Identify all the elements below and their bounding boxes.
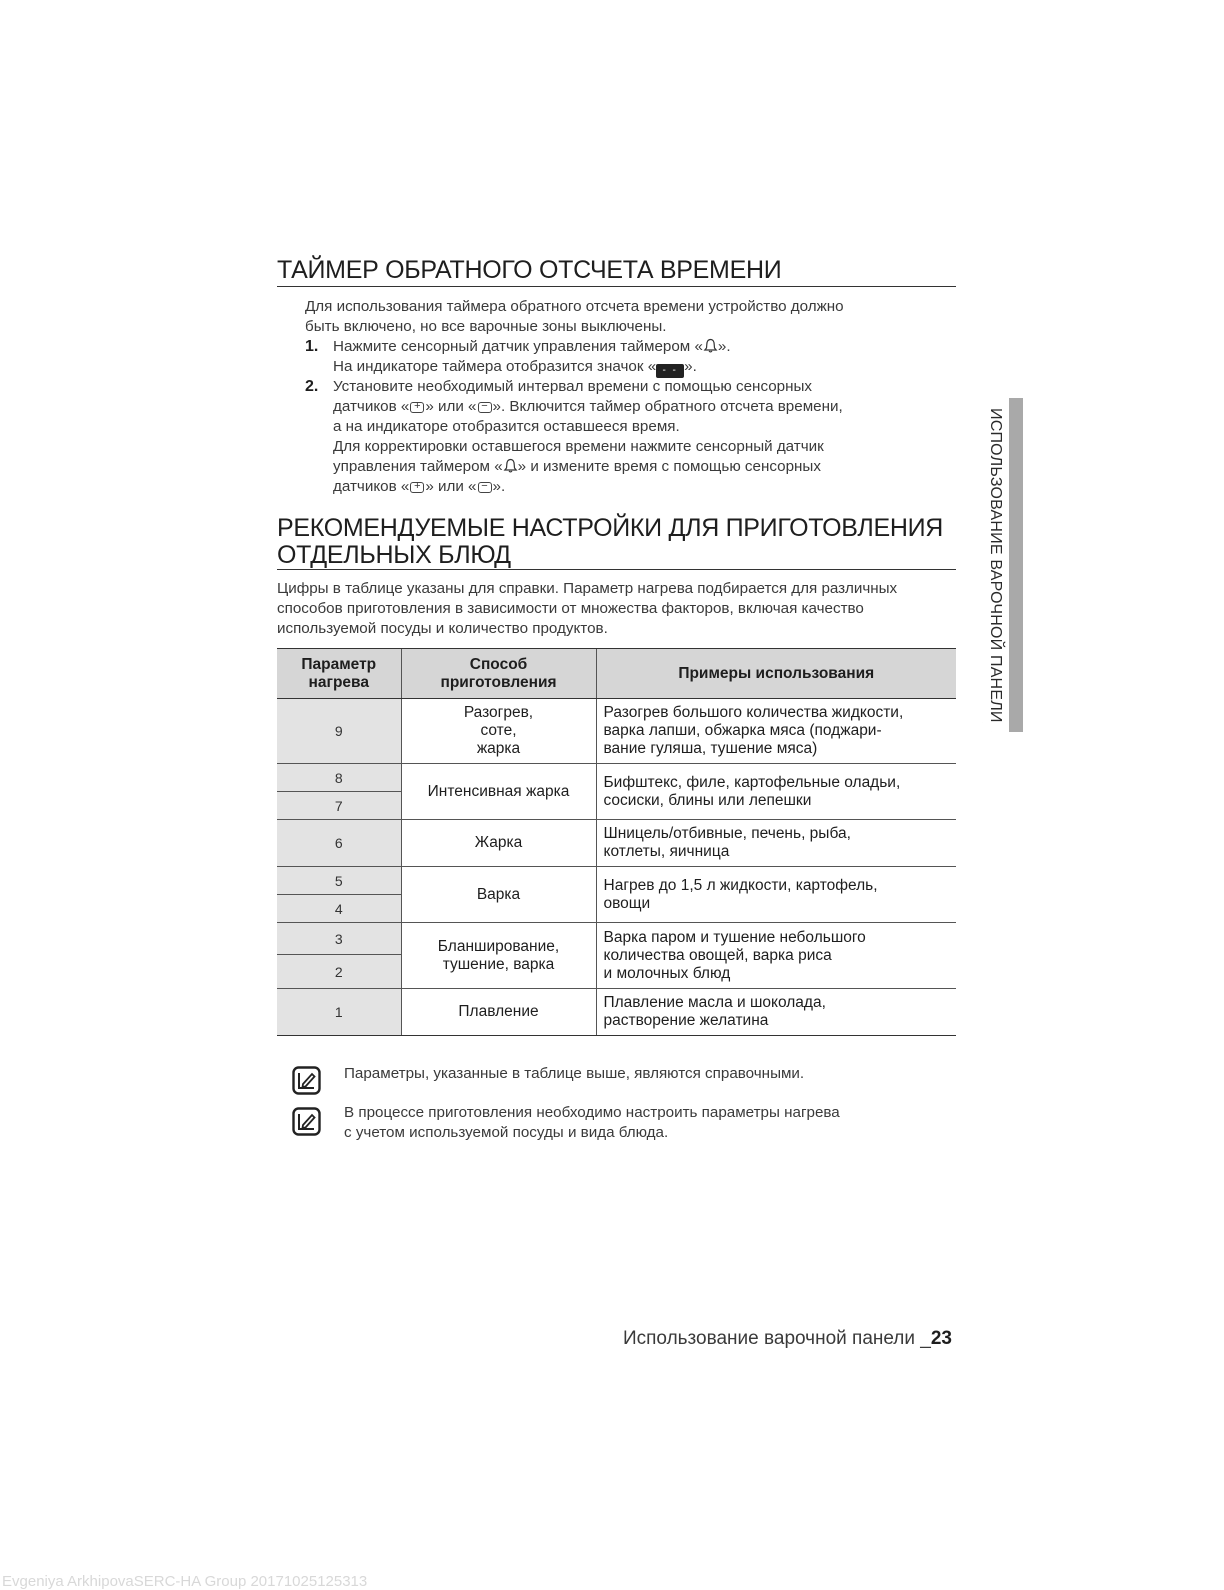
examples-cell: Шницель/отбивные, печень, рыба, котлеты, яичница bbox=[596, 820, 956, 867]
minus-key-icon: − bbox=[478, 482, 492, 493]
step2-line: датчиков « + » или « − ». bbox=[333, 478, 506, 495]
footer-text: Использование варочной панели _ bbox=[622, 1328, 931, 1349]
method-cell: Плавление bbox=[401, 989, 596, 1036]
timer-display-icon: - - bbox=[656, 364, 684, 378]
plus-key-icon: + bbox=[410, 482, 424, 493]
level-cell: 2 bbox=[277, 955, 401, 989]
level-cell: 3 bbox=[277, 923, 401, 955]
level-cell: 4 bbox=[277, 895, 401, 923]
level-cell: 6 bbox=[277, 820, 401, 867]
note-icon bbox=[292, 1107, 321, 1136]
bell-icon bbox=[503, 458, 518, 473]
method-cell: Разогрев, соте, жарка bbox=[401, 699, 596, 764]
examples-cell: Разогрев большого количества жидкости, варка лапши, обжарка мяса (поджари- вание гуляша, тушение мяса) bbox=[596, 699, 956, 764]
plus-key-icon: + bbox=[410, 402, 424, 413]
recommend-title-rule bbox=[277, 569, 956, 570]
step1-line1: Нажмите сенсорный датчик управления таймером « ». bbox=[333, 338, 731, 355]
timer-section-title: ТАЙМЕР ОБРАТНОГО ОТСЧЕТА ВРЕМЕНИ bbox=[277, 256, 782, 284]
note-text: В процессе приготовления необходимо настроить параметры нагрева с учетом используемой посуды и вида блюда. bbox=[344, 1104, 840, 1141]
step2-line: а на индикаторе отобразится оставшееся время. bbox=[333, 418, 680, 435]
table-row bbox=[277, 820, 956, 867]
table-row bbox=[277, 923, 956, 955]
step-number: 2. bbox=[305, 378, 319, 395]
step2-line: Для корректировки оставшегося времени нажмите сенсорный датчик bbox=[333, 438, 824, 455]
recommend-title-line: ОТДЕЛЬНЫХ БЛЮД bbox=[277, 541, 511, 569]
level-cell: 8 bbox=[277, 764, 401, 792]
step1-line2: На индикаторе таймера отобразится значок « - - ». bbox=[333, 358, 697, 376]
step2-line: управления таймером « » и измените время с помощью сенсорных bbox=[333, 458, 821, 475]
examples-cell: Плавление масла и шоколада, растворение желатина bbox=[596, 989, 956, 1036]
minus-key-icon: − bbox=[478, 402, 492, 413]
note-text: Параметры, указанные в таблице выше, являются справочными. bbox=[344, 1065, 805, 1082]
examples-cell: Бифштекс, филе, картофельные оладьи, сосиски, блины или лепешки bbox=[596, 764, 956, 820]
step2-line: датчиков « + » или « − ». Включится таймер обратного отсчета времени, bbox=[333, 398, 843, 415]
method-cell: Бланширование, тушение, варка bbox=[401, 923, 596, 989]
timer-title-rule bbox=[277, 286, 956, 287]
method-cell: Варка bbox=[401, 867, 596, 923]
table-row bbox=[277, 989, 956, 1036]
recommend-intro-line: используемой посуды и количество продуктов. bbox=[277, 620, 608, 637]
header-examples: Примеры использования bbox=[596, 649, 956, 699]
watermark: Evgeniya ArkhipovaSERC-HA Group 20171025125313 bbox=[2, 1573, 368, 1590]
side-chapter-label: ИСПОЛЬЗОВАНИЕ ВАРОЧНОЙ ПАНЕЛИ bbox=[987, 407, 1004, 723]
examples-cell: Нагрев до 1,5 л жидкости, картофель, овощи bbox=[596, 867, 956, 923]
method-cell: Интенсивная жарка bbox=[401, 764, 596, 820]
table-row bbox=[277, 699, 956, 764]
header-method: Способ приготовления bbox=[401, 649, 596, 699]
recommend-intro-line: способов приготовления в зависимости от множества факторов, включая качество bbox=[277, 600, 864, 617]
level-cell: 7 bbox=[277, 792, 401, 820]
recommend-intro bbox=[277, 579, 956, 639]
table-row bbox=[277, 867, 956, 895]
table-row bbox=[277, 764, 956, 792]
heat-settings-table bbox=[277, 648, 956, 1036]
table-header-row bbox=[277, 649, 956, 699]
recommend-section-title bbox=[277, 515, 956, 569]
recommend-title-line: РЕКОМЕНДУЕМЫЕ НАСТРОЙКИ ДЛЯ ПРИГОТОВЛЕНИЯ bbox=[277, 514, 944, 542]
timer-intro-line: быть включено, но все варочные зоны выключены. bbox=[305, 318, 667, 335]
level-cell: 1 bbox=[277, 989, 401, 1036]
level-cell: 9 bbox=[277, 699, 401, 764]
timer-intro-line: Для использования таймера обратного отсчета времени устройство должно bbox=[305, 298, 844, 315]
method-cell: Жарка bbox=[401, 820, 596, 867]
step2-line: Установите необходимый интервал времени с помощью сенсорных bbox=[333, 378, 812, 395]
timer-intro bbox=[305, 297, 955, 337]
header-level: Параметр нагрева bbox=[277, 649, 401, 699]
bell-icon bbox=[703, 338, 718, 353]
page-footer bbox=[623, 1328, 952, 1350]
level-cell: 5 bbox=[277, 867, 401, 895]
page-number: 23 bbox=[930, 1328, 952, 1349]
examples-cell: Варка паром и тушение небольшого количества овощей, варка риса и молочных блюд bbox=[596, 923, 956, 989]
recommend-intro-line: Цифры в таблице указаны для справки. Параметр нагрева подбирается для различных bbox=[277, 580, 898, 597]
note-icon bbox=[292, 1066, 321, 1095]
step-number: 1. bbox=[305, 338, 319, 355]
